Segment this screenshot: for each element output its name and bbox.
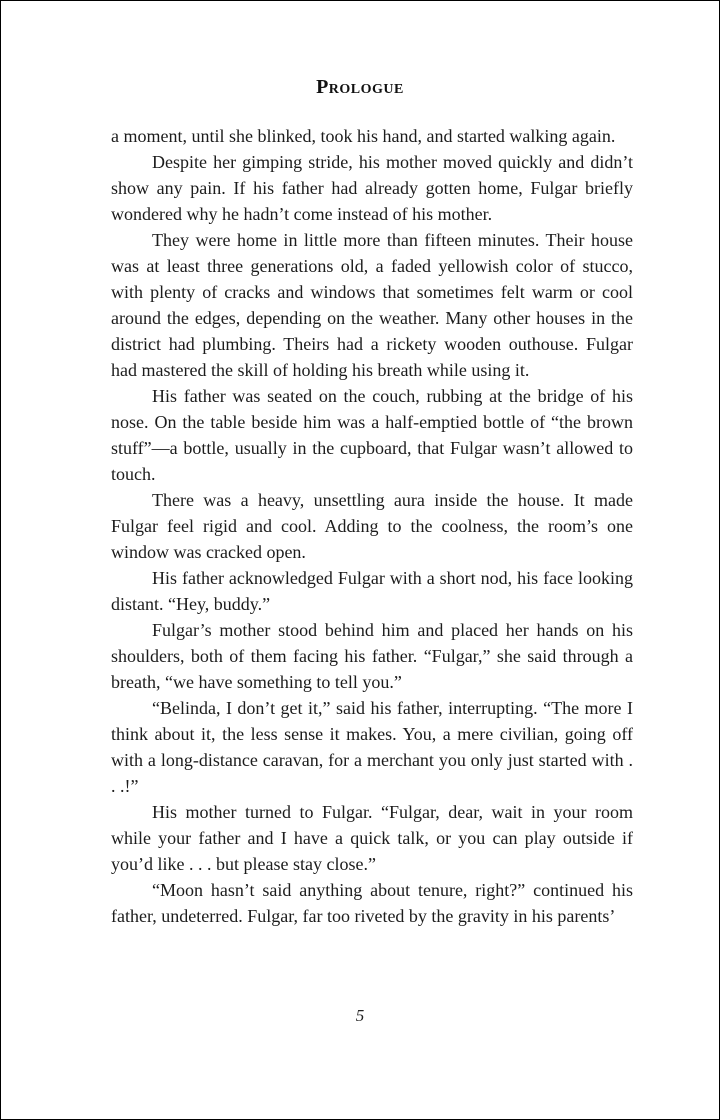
paragraph: His father acknowledged Fulgar with a short nod, his face looking distant. “Hey, buddy.” [111,568,633,614]
page-number: 5 [355,1006,365,1025]
paragraph: His father was seated on the couch, rubbing at the bridge of his nose. On the table beside him was a half-emptied bottle of “the brown stuff”—a bottle, usually in the cupboard, that Fulgar wasn’t allowed to touch. [111,386,633,484]
paragraph: Despite her gimping stride, his mother moved quickly and didn’t show any pain. If his father had already gotten home, Fulgar briefly wondered why he hadn’t come instead of his mother. [111,152,633,224]
paragraph: a moment, until she blinked, took his hand, and started walking again. [111,126,616,146]
paragraph: “Moon hasn’t said anything about tenure, right?” continued his father, undeterred. Fulgar, far too riveted by the gravity in his parents’ [111,880,633,926]
paragraph: They were home in little more than fifteen minutes. Their house was at least three generations old, a faded yellowish color of stucco, with plenty of cracks and windows that sometimes felt warm or cool around the edges, depending on the weather. Many other houses in the district had plumbing. Theirs had a rickety wooden outhouse. Fulgar had mastered the skill of holding his breath while using it. [111,230,633,380]
paragraph: His mother turned to Fulgar. “Fulgar, dear, wait in your room while your father and I have a quick talk, or you can play outside if you’d like . . . but please stay close.” [111,802,633,874]
body-text [111,123,633,929]
paragraph: Fulgar’s mother stood behind him and placed her hands on his shoulders, both of them facing his father. “Fulgar,” she said through a breath, “we have something to tell you.” [111,620,633,692]
paragraph: There was a heavy, unsettling aura inside the house. It made Fulgar feel rigid and cool. Adding to the coolness, the room’s one window was cracked open. [111,490,633,562]
paragraph: “Belinda, I don’t get it,” said his father, interrupting. “The more I think about it, the less sense it makes. You, a mere civilian, going off with a long-distance caravan, for a merchant you only just started with . . .!” [111,698,633,796]
chapter-header: Prologue [316,76,404,98]
